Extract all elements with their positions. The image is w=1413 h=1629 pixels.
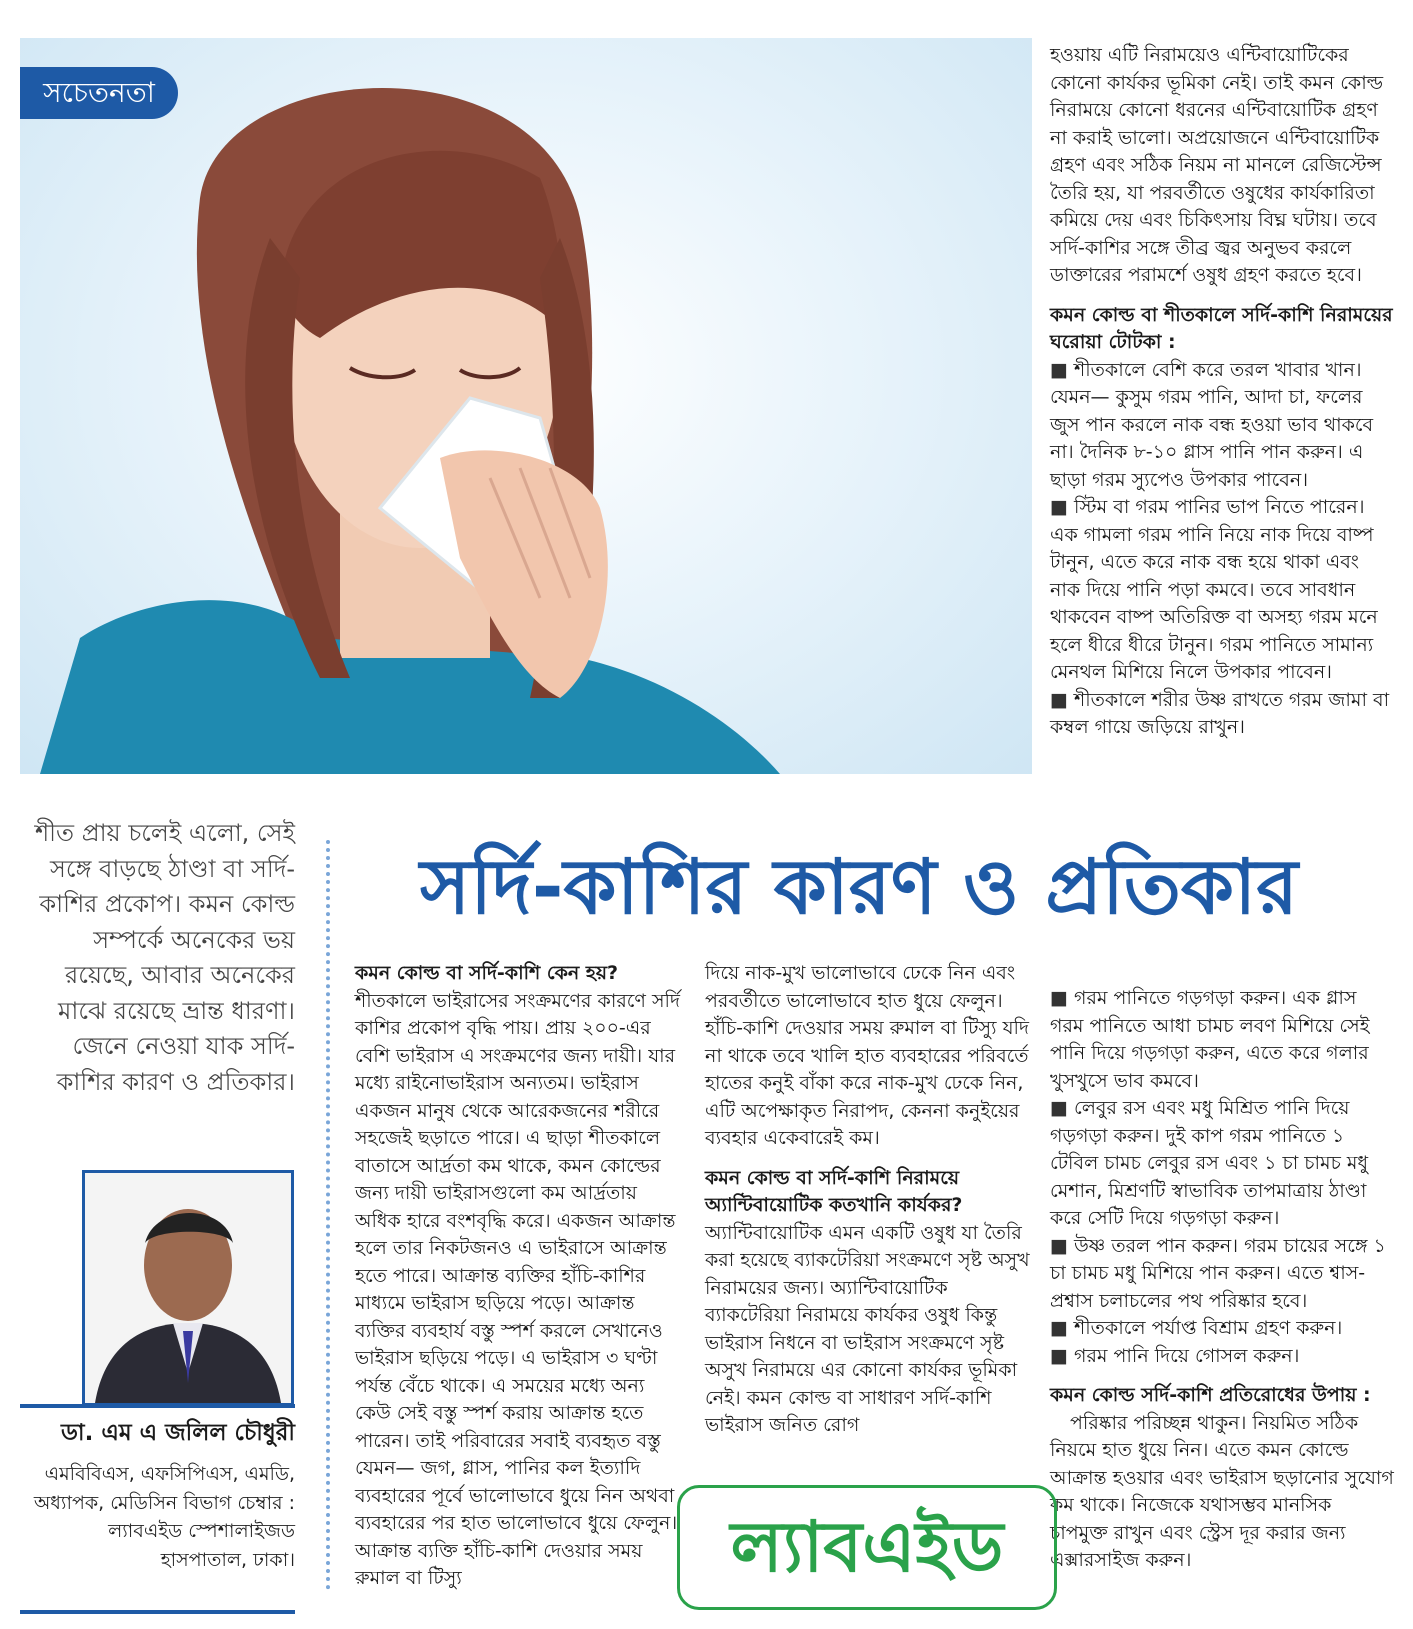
woman-sneezing-illustration xyxy=(20,38,1032,774)
antibiotic-text: অ্যান্টিবায়োটিক এমন একটি ওষুধ যা তৈরি করা হয়েছে ব্যাকটেরিয়া সংক্রমণে সৃষ্ট অসুখ নিরাময়ের জন্য। অ্যান্টিবায়োটিক ব্যাকটেরিয়া নিরাময়ে কার্যকর ওষুধ কিন্তু ভাইরাস নিধনে বা ভাইরাস সংক্রমণে সৃষ্ট অসুখ নিরাময়ে এর কোনো কার্যকর ভূমিকা নেই। কমন কোল্ড বা সাধারণ সর্দি-কাশি ভাইরাস জনিত রোগ xyxy=(705,1221,1030,1436)
home-remedies-heading: কমন কোল্ড বা শীতকালে সর্দি-কাশি নিরাময়ের ঘরোয়া টোটকা : xyxy=(1050,303,1393,353)
right-top-column xyxy=(1050,42,1395,742)
author-name: ডা. এম এ জলিল চৌধুরী xyxy=(60,1420,295,1446)
cause-heading: কমন কোল্ড বা সর্দি-কাশি কেন হয়? xyxy=(355,962,619,984)
intro-text: শীত প্রায় চলেই এলো, সেই সঙ্গে বাড়ছে ঠাণ্ডা বা সর্দি-কাশির প্রকোপ। কমন কোল্ড সম্পর্কে অনেকের ভয় রয়েছে, আবার অনেকের মাঝে রয়েছে ভ্রান্ত ধারণা। জেনে নেওয়া যাক সর্দি-কাশির কারণ ও প্রতিকার। xyxy=(34,819,295,1096)
body-column-3 xyxy=(1050,985,1395,1575)
author-photo xyxy=(82,1170,294,1406)
remedy-item: ■ শীতকালে শরীর উষ্ণ রাখতে গরম জামা বা কম্বল গায়ে জড়িয়ে রাখুন। xyxy=(1050,687,1395,742)
body-column-1 xyxy=(355,960,680,1593)
hero-photo xyxy=(20,38,1032,774)
section-badge: সচেতনতা xyxy=(20,67,178,119)
remedy-item: ■ গরম পানি দিয়ে গোসল করুন। xyxy=(1050,1343,1395,1371)
author-credentials: এমবিবিএস, এফসিপিএস, এমডি, অধ্যাপক, মেডিসিন বিভাগ চেম্বার : ল্যাবএইড স্পেশালাইজড হাসপাতাল, ঢাকা। xyxy=(33,1463,295,1571)
remedy-item: ■ স্টিম বা গরম পানির ভাপ নিতে পারেন। এক গামলা গরম পানি নিয়ে নাক দিয়ে বাষ্প টানুন, এতে করে নাক বন্ধ হয়ে থাকা এবং নাক দিয়ে পানি পড়া কমবে। তবে সাবধান থাকবেন বাষ্প অতিরিক্ত বা অসহ্য গরম মনে হলে ধীরে ধীরে টানুন। গরম পানিতে সামান্য মেনথল মিশিয়ে নিলে উপকার পাবেন। xyxy=(1050,494,1395,687)
right-top-paragraph: হওয়ায় এটি নিরাময়েও এন্টিবায়োটিকের কোনো কার্যকর ভূমিকা নেই। তাই কমন কোল্ড নিরাময়ে কোনো ধরনের এন্টিবায়োটিক গ্রহণ না করাই ভালো। অপ্রয়োজনে এন্টিবায়োটিক গ্রহণ এবং সঠিক নিয়ম না মানলে রেজিস্টেন্স তৈরি হয়, যা পরবর্তীতে ওষুধের কার্যকারিতা কমিয়ে দেয় এবং চিকিৎসায় বিঘ্ন ঘটায়। তবে সর্দি-কাশির সঙ্গে তীব্র জ্বর অনুভব করলে ডাক্তারের পরামর্শে ওষুধ গ্রহণ করতে হবে। xyxy=(1050,44,1384,286)
remedy-item: ■ গরম পানিতে গড়গড়া করুন। এক গ্লাস গরম পানিতে আধা চামচ লবণ মিশিয়ে সেই পানি দিয়ে গড়গড়া করুন, এতে করে গলার খুসখুসে ভাব কমবে। xyxy=(1050,985,1395,1095)
labaid-logo: ল্যাবএইড xyxy=(677,1485,1057,1610)
author-top-rule xyxy=(20,1404,295,1408)
author-portrait-icon xyxy=(85,1173,291,1403)
cause-text: শীতকালে ভাইরাসের সংক্রমণের কারণে সর্দি কাশির প্রকোপ বৃদ্ধি পায়। প্রায় ২০০-এর বেশি ভাইরাস এ সংক্রমণের জন্য দায়ী। যার মধ্যে রাইনোভাইরাস অন্যতম। ভাইরাস একজন মানুষ থেকে আরেকজনের শরীরে সহজেই ছড়াতে পারে। এ ছাড়া শীতকালে বাতাসে আর্দ্রতা কম থাকে, কমন কোল্ডের জন্য দায়ী ভাইরাসগুলো কম আর্দ্রতায় অধিক হারে বংশবৃদ্ধি করে। একজন আক্রান্ত হলে তার নিকটজনও এ ভাইরাসে আক্রান্ত হতে পারে। আক্রান্ত ব্যক্তির হাঁচি-কাশির মাধ্যমে ভাইরাস ছড়িয়ে পড়ে। আক্রান্ত ব্যক্তির ব্যবহার্য বস্তু স্পর্শ করলে সেখানেও ভাইরাস ছড়িয়ে পড়ে। এ ভাইরাস ৩ ঘণ্টা পর্যন্ত বেঁচে থাকে। এ সময়ের মধ্যে অন্য কেউ সেই বস্তু স্পর্শ করায় আক্রান্ত হতে পারেন। তাই পরিবারের সবাই ব্যবহৃত বস্তু যেমন— জগ, গ্লাস, পানির কল ইত্যাদি ব্যবহারের পূর্বে ভালোভাবে ধুয়ে নিন অথবা ব্যবহারের পর হাত ভালোভাবে ধুয়ে ফেলুন। আক্রান্ত ব্যক্তি হাঁচি-কাশি দেওয়ার সময় রুমাল বা টিস্যু xyxy=(355,989,680,1589)
remedy-item: ■ শীতকালে বেশি করে তরল খাবার খান। যেমন— কুসুম গরম পানি, আদা চা, ফলের জুস পান করলে নাক বন্ধ হওয়া ভাব থাকবে না। দৈনিক ৮-১০ গ্লাস পানি পান করুন। এ ছাড়া গরম স্যুপেও উপকার পাবেন। xyxy=(1050,357,1395,495)
antibiotic-heading: কমন কোল্ড বা সর্দি-কাশি নিরাময়ে অ্যান্টিবায়োটিক কতখানি কার্যকর? xyxy=(705,1166,963,1216)
author-bottom-rule xyxy=(20,1610,295,1614)
remedy-item: ■ লেবুর রস এবং মধু মিশ্রিত পানি দিয়ে গড়গড়া করুন। দুই কাপ গরম পানিতে ১ টেবিল চামচ লেবুর রস এবং ১ চা চামচ মধু মেশান, মিশ্রণটি স্বাভাবিক তাপমাত্রায় ঠাণ্ডা করে সেটি দিয়ে গড়গড়া করুন। xyxy=(1050,1095,1395,1233)
dotted-divider xyxy=(326,840,330,1590)
headline: সর্দি-কাশির কারণ ও প্রতিকার xyxy=(420,842,1298,931)
remedy-item: ■ শীতকালে পর্যাপ্ত বিশ্রাম গ্রহণ করুন। xyxy=(1050,1315,1395,1343)
prevention-text: পরিষ্কার পরিচ্ছন্ন থাকুন। নিয়মিত সঠিক নিয়মে হাত ধুয়ে নিন। এতে কমন কোল্ডে আক্রান্ত হওয়ার এবং ভাইরাস ছড়ানোর সুযোগ কম থাকে। নিজেকে যথাসম্ভব মানসিক চাপমুক্ত রাখুন এবং স্ট্রেস দূর করার জন্য এক্সারসাইজ করুন। xyxy=(1050,1411,1394,1571)
column-2-text: দিয়ে নাক-মুখ ভালোভাবে ঢেকে নিন এবং পরবর্তীতে ভালোভাবে হাত ধুয়ে ফেলুন। হাঁচি-কাশি দেওয়ার সময় রুমাল বা টিস্যু যদি না থাকে তবে খালি হাত ব্যবহারের পরিবর্তে হাতের কনুই বাঁকা করে নাক-মুখ ঢেকে নিন, এটি অপেক্ষাকৃত নিরাপদ, কেননা কনুইয়ের ব্যবহার একেবারেই কম। xyxy=(705,962,1029,1149)
prevention-heading: কমন কোল্ড সর্দি-কাশি প্রতিরোধের উপায় : xyxy=(1050,1384,1371,1406)
remedy-item: ■ উষ্ণ তরল পান করুন। গরম চায়ের সঙ্গে ১ চা চামচ মধু মিশিয়ে পান করুন। এতে শ্বাস-প্রশ্বাস চলাচলের পথ পরিষ্কার হবে। xyxy=(1050,1233,1395,1316)
body-column-2 xyxy=(705,960,1035,1440)
